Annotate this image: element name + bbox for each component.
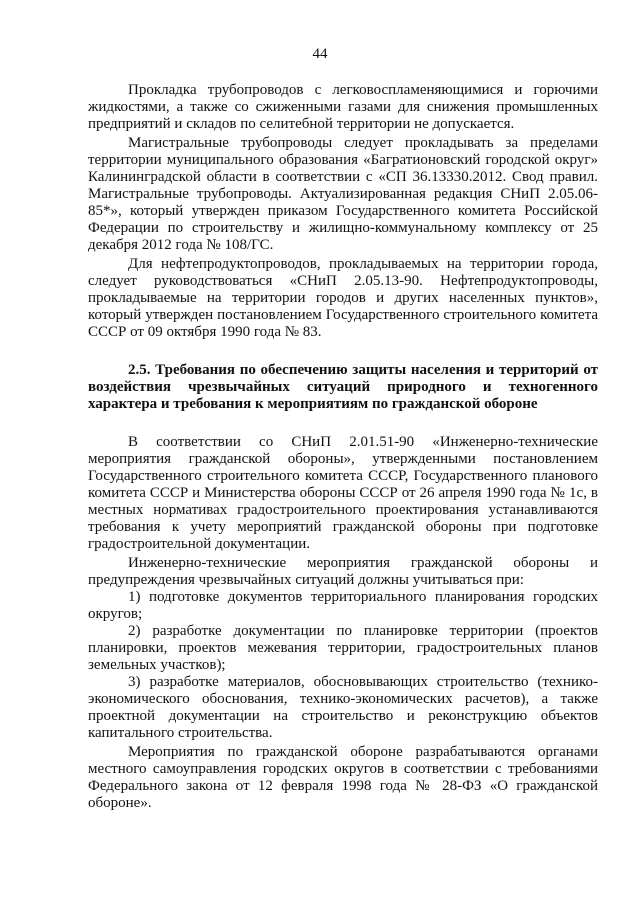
paragraph: Для нефтепродуктопроводов, прокладываемых на территории города, следует руководствоваться «СНиП 2.05.13-90. Нефтепродуктопроводы, прокладываемые на территории городов и других населенных пунктов», который утвержден постановлением Государственного строительного комитета СССР от 09 октября 1990 года № 83. [88,256,598,340]
paragraph: Инженерно-технические мероприятия гражданской обороны и предупреждения чрезвычайных ситуаций должны учитываться при: [88,555,598,588]
requirements-list [88,589,598,742]
section-heading: 2.5. Требования по обеспечению защиты населения и территорий от воздействия чрезвычайных ситуаций природного и техногенного характера и требования к мероприятиям по гражданской обороне [88,362,598,412]
page-number: 44 [312,46,328,62]
list-item: 3) разработке материалов, обосновывающих строительство (технико-экономического обоснования, технико-экономических расчетов), а также проектной документации на строительство и реконструкцию объектов капитального строительства. [88,674,598,741]
list-item: 2) разработке документации по планировке территории (проектов планировки, проектов межевания территории, градостроительных планов земельных участков); [88,623,598,673]
paragraph: В соответствии со СНиП 2.01.51-90 «Инженерно-технические мероприятия гражданской обороны», утвержденными постановлением Государственного строительного комитета СССР, Государственного планового комитета СССР и Министерства обороны СССР от 26 апреля 1990 года № 1с, в местных нормативах градостроительного проектирования устанавливаются требования к учету мероприятий гражданской обороны при подготовке градостроительной документации. [88,434,598,552]
paragraph: Прокладка трубопроводов с легковоспламеняющимися и горючими жидкостями, а также со сжиженными газами для снижения промышленных предприятий и складов по селитебной территории не допускается. [88,82,598,132]
list-item: 1) подготовке документов территориального планирования городских округов; [88,589,598,622]
paragraph: Магистральные трубопроводы следует прокладывать за пределами территории муниципального образования «Багратионовский городской округ» Калининградской области в соответствии с «СП 36.13330.2012. Свод правил. Магистральные трубопроводы. Актуализированная редакция СНиП 2.05.06-85*», который утвержден приказом Государственного комитета Российской Федерации по строительству и жилищно-коммунальному комплексу от 25 декабря 2012 года № 108/ГС. [88,135,598,253]
document-body [88,82,598,812]
paragraph: Мероприятия по гражданской обороне разрабатываются органами местного самоуправления городских округов в соответствии с требованиями Федерального закона от 12 февраля 1998 года № 28-ФЗ «О гражданской обороне». [88,744,598,811]
